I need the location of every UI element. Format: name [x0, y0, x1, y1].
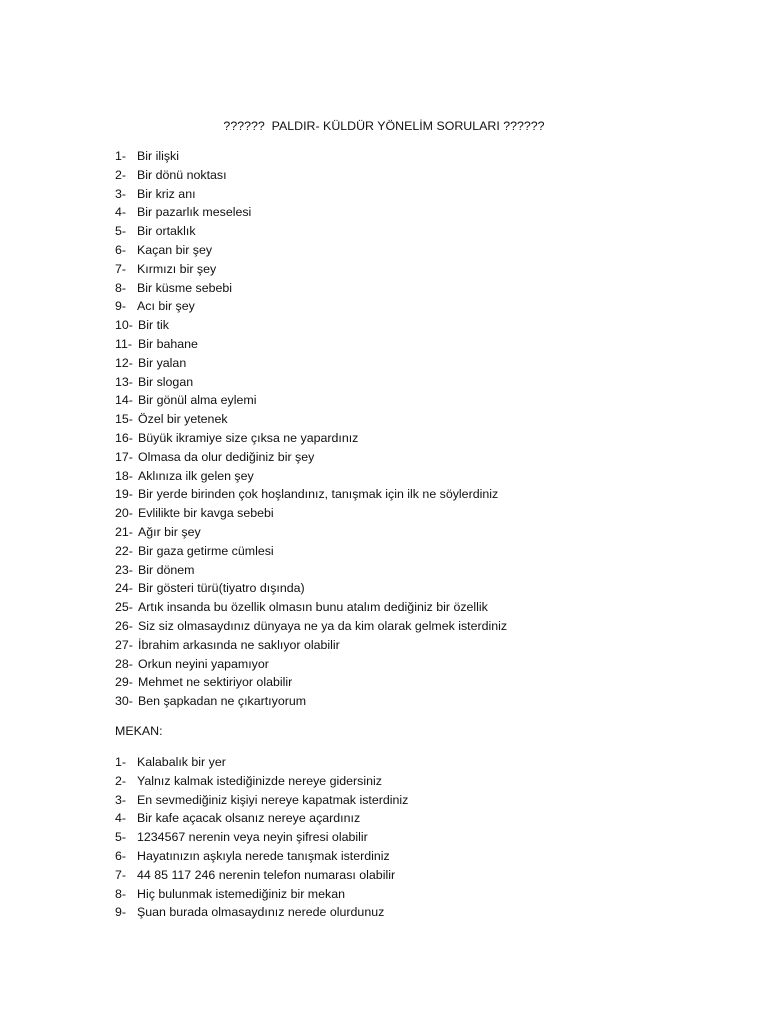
item-text: 44 85 117 246 nerenin telefon numarası olabilir — [137, 867, 396, 882]
question-item — [115, 542, 507, 561]
question-item — [115, 147, 507, 166]
question-item — [115, 561, 507, 580]
place-item — [115, 866, 408, 885]
question-item — [115, 523, 507, 542]
item-text: Bir küsme sebebi — [137, 280, 233, 295]
item-number: 4- — [115, 205, 127, 220]
question-item — [115, 241, 507, 260]
item-text: Hiç bulunmak istemediğiniz bir mekan — [137, 886, 345, 901]
item-text: Siz siz olmasaydınız dünyaya ne ya da kim olarak gelmek isterdiniz — [138, 618, 508, 633]
item-text: Artık insanda bu özellik olmasın bunu atalım dediğiniz bir özellik — [138, 600, 488, 615]
place-item — [115, 885, 408, 904]
item-number: 30- — [115, 694, 133, 709]
item-number: 22- — [115, 543, 133, 558]
item-number: 8- — [115, 280, 127, 295]
item-text: Bir kriz anı — [137, 186, 196, 201]
item-text: Bir yerde birinden çok hoşlandınız, tanışmak için ilk ne söylerdiniz — [138, 487, 499, 502]
item-number: 6- — [115, 242, 127, 257]
item-number: 6- — [115, 848, 127, 863]
item-number: 3- — [115, 186, 127, 201]
question-item — [115, 636, 507, 655]
places-heading: MEKAN: — [115, 724, 163, 738]
item-number: 2- — [115, 167, 127, 182]
item-text: Kırmızı bir şey — [137, 261, 217, 276]
question-item — [115, 185, 507, 204]
item-text: Ben şapkadan ne çıkartıyorum — [138, 694, 307, 709]
question-item — [115, 260, 507, 279]
item-number: 12- — [115, 355, 133, 370]
item-text: Ağır bir şey — [138, 524, 201, 539]
item-text: Bir dönem — [138, 562, 195, 577]
question-item — [115, 655, 507, 674]
item-number: 3- — [115, 792, 127, 807]
question-item — [115, 222, 507, 241]
question-item — [115, 579, 507, 598]
item-text: Hayatınızın aşkıyla nerede tanışmak isterdiniz — [137, 848, 390, 863]
item-number: 27- — [115, 637, 133, 652]
item-number: 15- — [115, 412, 133, 427]
item-number: 14- — [115, 393, 133, 408]
place-item — [115, 791, 408, 810]
item-text: Acı bir şey — [137, 299, 195, 314]
item-number: 29- — [115, 675, 133, 690]
question-item — [115, 354, 507, 373]
item-text: Olmasa da olur dediğiniz bir şey — [138, 449, 315, 464]
question-item — [115, 673, 507, 692]
item-text: Bir ilişki — [137, 149, 179, 163]
item-text: Yalnız kalmak istediğinizde nereye gidersiniz — [137, 773, 382, 788]
item-number: 10- — [115, 318, 133, 333]
item-text: Evlilikte bir kavga sebebi — [138, 506, 274, 521]
item-text: İbrahim arkasında ne saklıyor olabilir — [138, 637, 340, 652]
item-number: 19- — [115, 487, 133, 502]
item-text: 1234567 nerenin veya neyin şifresi olabilir — [137, 830, 368, 845]
item-number: 5- — [115, 830, 127, 845]
question-item — [115, 279, 507, 298]
place-item — [115, 772, 408, 791]
item-text: Büyük ikramiye size çıksa ne yapardınız — [138, 430, 359, 445]
places-list — [115, 753, 408, 922]
question-item — [115, 617, 507, 636]
item-number: 11- — [115, 336, 132, 351]
question-item — [115, 335, 507, 354]
item-text: Bir yalan — [138, 355, 187, 370]
place-item — [115, 809, 408, 828]
item-text: Aklınıza ilk gelen şey — [138, 468, 254, 483]
place-item — [115, 753, 408, 772]
item-text: Bir tik — [138, 318, 169, 333]
question-item — [115, 203, 507, 222]
item-text: Mehmet ne sektiriyor olabilir — [138, 675, 293, 690]
question-item — [115, 297, 507, 316]
item-number: 13- — [115, 374, 133, 389]
item-text: Bir gösteri türü(tiyatro dışında) — [138, 581, 305, 596]
item-number: 4- — [115, 811, 127, 826]
item-text: Bir gaza getirme cümlesi — [138, 543, 274, 558]
item-number: 16- — [115, 430, 133, 445]
question-item — [115, 467, 507, 486]
question-item — [115, 316, 507, 335]
item-number: 9- — [115, 905, 127, 920]
item-number: 7- — [115, 867, 127, 882]
question-item — [115, 485, 507, 504]
item-number: 17- — [115, 449, 133, 464]
item-number: 26- — [115, 618, 133, 633]
item-number: 9- — [115, 299, 127, 314]
item-number: 1- — [115, 149, 127, 163]
item-text: Bir kafe açacak olsanız nereye açardınız — [137, 811, 361, 826]
questions-list — [115, 147, 507, 711]
item-number: 28- — [115, 656, 133, 671]
item-text: Bir ortaklık — [137, 224, 196, 239]
item-text: Orkun neyini yapamıyor — [138, 656, 269, 671]
item-text: En sevmediğiniz kişiyi nereye kapatmak isterdiniz — [137, 792, 409, 807]
question-item — [115, 391, 507, 410]
item-number: 21- — [115, 524, 133, 539]
item-number: 2- — [115, 773, 127, 788]
item-number: 20- — [115, 506, 133, 521]
item-text: Bir dönü noktası — [137, 167, 227, 182]
item-number: 25- — [115, 600, 133, 615]
item-number: 18- — [115, 468, 133, 483]
document-title: ?????? PALDIR- KÜLDÜR YÖNELİM SORULARI ?????? — [223, 119, 545, 133]
item-text: Bir slogan — [138, 374, 194, 389]
item-text: Bir pazarlık meselesi — [137, 205, 252, 220]
item-number: 24- — [115, 581, 133, 596]
place-item — [115, 903, 408, 922]
question-item — [115, 410, 507, 429]
question-item — [115, 598, 507, 617]
item-text: Kaçan bir şey — [137, 242, 213, 257]
question-item — [115, 504, 507, 523]
question-item — [115, 692, 507, 711]
item-text: Bir bahane — [138, 336, 198, 351]
item-number: 8- — [115, 886, 127, 901]
item-number: 5- — [115, 224, 127, 239]
item-text: Özel bir yetenek — [138, 412, 228, 427]
question-item — [115, 448, 507, 467]
item-number: 23- — [115, 562, 133, 577]
place-item — [115, 828, 408, 847]
question-item — [115, 166, 507, 185]
item-text: Bir gönül alma eylemi — [138, 393, 257, 408]
place-item — [115, 847, 408, 866]
question-item — [115, 429, 507, 448]
item-number: 1- — [115, 755, 127, 769]
item-text: Şuan burada olmasaydınız nerede olurdunuz — [137, 905, 385, 920]
item-text: Kalabalık bir yer — [137, 755, 226, 769]
question-item — [115, 373, 507, 392]
item-number: 7- — [115, 261, 127, 276]
